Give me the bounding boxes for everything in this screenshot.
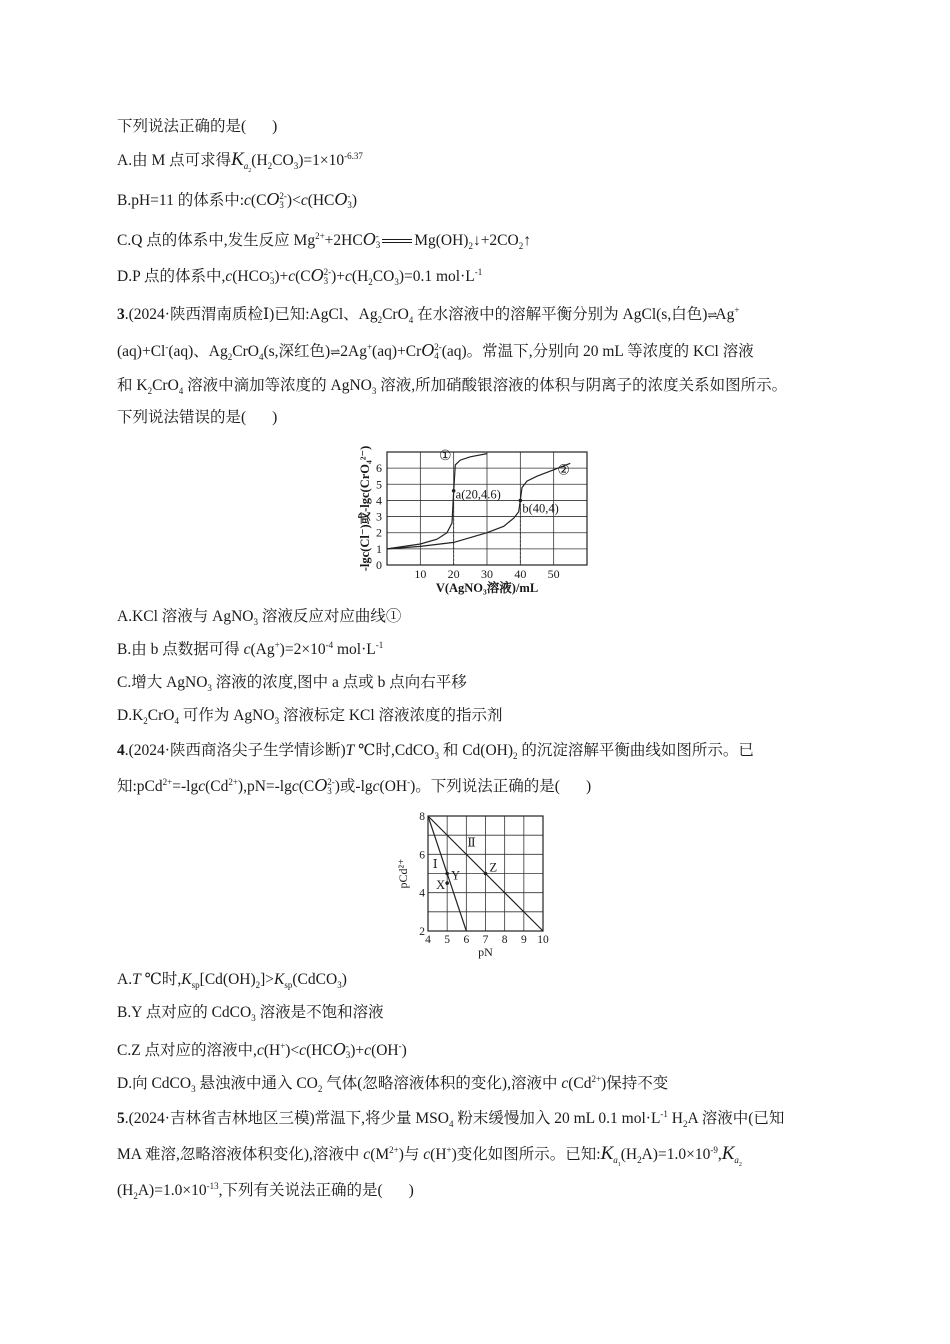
chart2-x-tick: 9 [520,934,527,946]
chart2-series-label: Ⅰ [432,856,438,871]
chart2-ylabel: pCd²⁺ [396,858,410,889]
chart2-point [484,872,488,876]
q5-stem-line-2: MA 难溶,忽略溶液体积变化),溶液中 $c(M^{2+})$与 c(H+)变化如图所示。已知$:K_{a_1}(H_2A)=1.0\times 10^{-9},K_{a_2}$ [117,1143,742,1168]
chart1-y-tick: 5 [376,477,382,492]
chart1-y-tick: 0 [376,558,382,572]
chart1-point-label: b(40,4) [522,501,559,516]
chart2-point-label: Y [451,868,461,883]
chart1-y-tick: 6 [376,461,382,476]
option-d: D.P 点的体系中,c(HCO - 3 )+c(CO 2- 3 )$+c(H_2CO_3)=0.1$ $mol\cdot L^{-1}$ [117,265,483,288]
chart1-x-tick: 10 [414,567,427,581]
chart2-x-tick: 6 [463,934,470,946]
q3-prompt: 下列说法错误的是( ) [117,409,278,426]
question-prompt: 下列说法正确的是( ) [117,118,278,135]
q3-stem-line-2: (aq)+Cl-(aq)、$Ag_2CrO_4(s$,深红色)⇌2Ag+(aq)+CrO 2- 4 (aq)。常温下,分别向 20 mL 等浓度的 KCl 溶液 [117,340,754,363]
option-c: C.Q 点的体系中,发生反应 $Mg^{2+}+2HCO$ - 3 $Mg(OH)_2↓+2CO_2↑$ [117,229,531,252]
chart1-y-tick: 4 [376,493,382,508]
q4-option-c: C.Z 点对应的溶液中,c(H+)<c(HCO - 3 )+c(OH-) [117,1039,407,1061]
q4-option-a: A.T ℃时$,K_{sp}[Cd(OH)_2]>K_{sp}(CdCO_3)$ [117,971,347,991]
q5-stem-line-1: 5.(2024·吉林省吉林地区三模)常温下,将少量 $MSO_4$ 粉末缓慢加入 20 mL 0.1 $mol\cdot L^{-1}$ $H_2A$ 溶液中(已知 [117,1108,785,1130]
chart1-x-tick: 20 [447,567,460,581]
chart1-y-tick: 2 [376,525,382,540]
chart1-x-tick: 30 [481,567,493,581]
chart2-y-tick: 8 [419,811,425,823]
chart2-y-tick: 2 [419,926,425,938]
q3-option-b: B.由 b 点数据可得 $c(Ag^+)=2\times 10^{-4}$ $mol\cdot L^{-1}$ [117,639,384,658]
chart1-x-tick: 50 [547,567,560,581]
chart1-y-tick: 1 [376,541,382,556]
chart2-labels [396,811,549,959]
q3-stem-line-3: 和 $K_2CrO_4$ 溶液中滴加等浓度的 AgNO$_3$ 溶液,所加硝酸银溶液的体积与阴离子的浓度关系如图所示。 [117,377,788,397]
chart2-point [445,872,449,876]
chart2-point-label: X [436,878,446,893]
q3-option-c: C.增大 AgNO$_3$ 溶液的浓度,图中 a 点或 b 点向右平移 [117,674,467,694]
q4-option-b: B.Y 点对应的 CdCO$_3$ 溶液是不饱和溶液 [117,1004,384,1024]
chart2-y-tick: 6 [419,849,425,862]
chart2-x-tick: 7 [482,934,489,946]
chart2-series-label: Ⅱ [467,835,476,850]
q3-option-a: A.KCl 溶液与 AgNO$_3$ 溶液反应对应曲线① [117,608,402,628]
q4-stem-line-2: 知$:pCd^{2+}=-\lg c(Cd^{2+}),pN=-\lg c(CO$ 2- 3 )或-lgc(OH-)。下列说法正确的是( ) [117,775,592,797]
chart1-point-label: a(20,4.6) [455,487,501,502]
option-b: B.pH=11 的体系中:c(CO 2- 3 )<c(HCO - 3 ) [117,189,358,211]
chart2-x-tick: 8 [501,934,508,946]
q4-option-d: D.向 CdCO$_3$ 悬浊液中通入 $CO_2$ 气体(忽略溶液体积的变化),溶液中 $c(Cd^{2+})$保持不变 [117,1073,669,1095]
chart1-xlabel: V(AgNO₃溶液)/mL [435,581,539,595]
chart2-x-tick: 4 [425,934,431,946]
chart2-x-tick: 10 [537,934,549,946]
chart-agno3-titration [355,436,605,598]
chart1-x-tick: 40 [514,567,527,581]
chart1-series-label: ① [439,449,452,465]
q3-option-d: $D.K_2CrO_4$ 可作为 AgNO$_3$ 溶液标定 KCl 溶液浓度的指示剂 [117,707,503,727]
chart1-series-label: ② [557,463,570,479]
chart2-point [445,881,449,885]
option-a: A.由 M 点可求得$K_{a_2}(H_2CO_3)=1\times 10^{-6.37}$ [117,149,363,174]
chart1-y-tick: 3 [376,509,382,524]
chart2-xlabel: pN [478,945,493,959]
chart-cd-solubility [393,806,568,966]
chart2-y-tick: 4 [419,887,425,900]
q3-stem-line-1: 3.(2024·陕西渭南质检Ⅰ)已知:AgCl、$Ag_2CrO_4$ 在水溶液中的溶解平衡分别为 AgCl(s,白色)⇌Ag+ [117,304,740,326]
chart2-x-tick: 5 [444,934,451,946]
q5-stem-line-3: $(H_2A)=1.0\times 10^{-13}$,下列有关说法正确的是( ) [117,1180,414,1202]
q4-stem-line-1: 4.(2024·陕西商洛尖子生学情诊断)T ℃时,CdCO$_3$ 和 $Cd(OH)_2$ 的沉淀溶解平衡曲线如图所示。已 [117,742,754,762]
chart2-point-label: Z [489,860,498,875]
chart1-ylabel: -lgc(Cl⁻)或-lgc(CrO₄²⁻) [358,445,372,572]
